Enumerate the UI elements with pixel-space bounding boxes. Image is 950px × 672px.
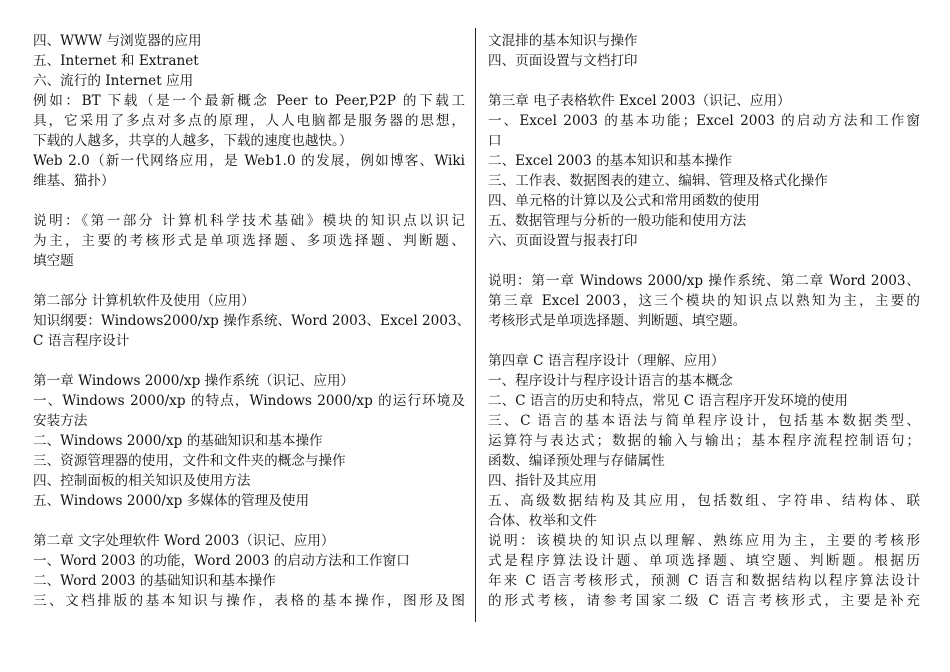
text-line: 第三章 Excel 2003，这三个模块的知识点以熟知为主，主要的 (488, 293, 920, 309)
text-line: 三、资源管理器的使用，文件和文件夹的概念与操作 (33, 453, 346, 469)
text-line: 三、C 语言的基本语法与简单程序设计，包括基本数据类型、 (488, 413, 920, 429)
left-column (33, 31, 471, 611)
text-line: 三、文档排版的基本知识与操作，表格的基本操作，图形及图 (33, 593, 465, 609)
text-line (488, 71, 920, 91)
text-line: 二、Word 2003 的基础知识和基本操作 (33, 573, 276, 589)
text-line: 一、Word 2003 的功能，Word 2003 的启动方法和工作窗口 (33, 553, 410, 569)
text-line: 二、Windows 2000/xp 的基础知识和基本操作 (33, 433, 323, 449)
text-line: 五、Internet 和 Extranet (33, 53, 199, 69)
text-line: 合体、枚举和文件 (488, 513, 597, 529)
text-line (33, 351, 465, 371)
text-line: 第四章 C 语言程序设计（理解、应用） (488, 353, 725, 369)
text-line: 第二章 文字处理软件 Word 2003（识记、应用） (33, 533, 335, 549)
text-line: 说明：《第一部分 计算机科学技术基础》模块的知识点以识记 (33, 213, 465, 229)
text-line: 六、页面设置与报表打印 (488, 233, 638, 249)
text-line: 五、Windows 2000/xp 多媒体的管理及使用 (33, 493, 310, 509)
text-line: 的形式考核，请参考国家二级 C 语言考核形式，主要是补充 (488, 593, 920, 609)
text-line: 四、WWW 与浏览器的应用 (33, 33, 202, 49)
text-line (488, 251, 920, 271)
text-line: 安装方法 (33, 413, 88, 429)
text-line: 函数、编译预处理与存储属性 (488, 453, 665, 469)
text-line: 说明：该模块的知识点以理解、熟练应用为主，主要的考核形 (488, 533, 920, 549)
text-line: 式是程序算法设计题、单项选择题、填空题、判断题。根据历 (488, 553, 920, 569)
text-line: 第一章 Windows 2000/xp 操作系统（识记、应用） (33, 373, 355, 389)
text-line: 年来 C 语言考核形式，预测 C 语言和数据结构以程序算法设计 (488, 573, 920, 589)
text-line: 一、程序设计与程序设计语言的基本概念 (488, 373, 733, 389)
text-line: 文混排的基本知识与操作 (488, 33, 638, 49)
text-line: 二、Excel 2003 的基本知识和基本操作 (488, 153, 732, 169)
text-line: 下载的人越多，共享的人越多，下载的速度也越快。） (33, 133, 353, 149)
right-column (488, 31, 920, 611)
text-line: 五、数据管理与分析的一般功能和使用方法 (488, 213, 747, 229)
text-line: 具，它采用了多点对多点的原理，人人电脑都是服务器的思想， (33, 113, 465, 129)
text-line: 一、Excel 2003 的基本功能；Excel 2003 的启动方法和工作窗 (488, 113, 920, 129)
text-line (33, 271, 465, 291)
text-line: 四、指针及其应用 (488, 473, 597, 489)
text-line: 五、高级数据结构及其应用，包括数组、字符串、结构体、联 (488, 493, 920, 509)
text-line: 一、Windows 2000/xp 的特点，Windows 2000/xp 的运行环境及 (33, 393, 465, 409)
column-divider (475, 28, 476, 622)
text-line: 二、C 语言的历史和特点，常见 C 语言程序开发环境的使用 (488, 393, 849, 409)
text-line: 填空题 (33, 253, 74, 269)
text-line: 例如：BT 下载（是一个最新概念 Peer to Peer,P2P 的下载工 (33, 93, 465, 109)
text-line: C 语言程序设计 (33, 333, 130, 349)
text-line: 维基、猫扑） (33, 173, 115, 189)
text-line (488, 331, 920, 351)
text-line: 六、流行的 Internet 应用 (33, 73, 194, 89)
text-line: 考核形式是单项选择题、判断题、填空题。 (488, 313, 747, 329)
text-line: 四、控制面板的相关知识及使用方法 (33, 473, 251, 489)
text-line: 为主，主要的考核形式是单项选择题、多项选择题、判断题、 (33, 233, 465, 249)
text-line: 三、工作表、数据图表的建立、编辑、管理及格式化操作 (488, 173, 828, 189)
text-line: 运算符与表达式；数据的输入与输出；基本程序流程控制语句； (488, 433, 920, 449)
text-line (33, 511, 465, 531)
text-line: 四、页面设置与文档打印 (488, 53, 638, 69)
text-line: 说明：第一章 Windows 2000/xp 操作系统、第二章 Word 2003、 (488, 273, 920, 289)
text-line: 知识纲要：Windows2000/xp 操作系统、Word 2003、Excel 2003、 (33, 313, 471, 329)
text-line: 四、单元格的计算以及公式和常用函数的使用 (488, 193, 760, 209)
text-line (33, 191, 465, 211)
text-line: Web 2.0（新一代网络应用，是 Web1.0 的发展，例如博客、Wiki (33, 153, 465, 169)
text-line: 第二部分 计算机软件及使用（应用） (33, 293, 255, 309)
text-line: 第三章 电子表格软件 Excel 2003（识记、应用） (488, 93, 791, 109)
text-line: 口 (488, 133, 502, 149)
